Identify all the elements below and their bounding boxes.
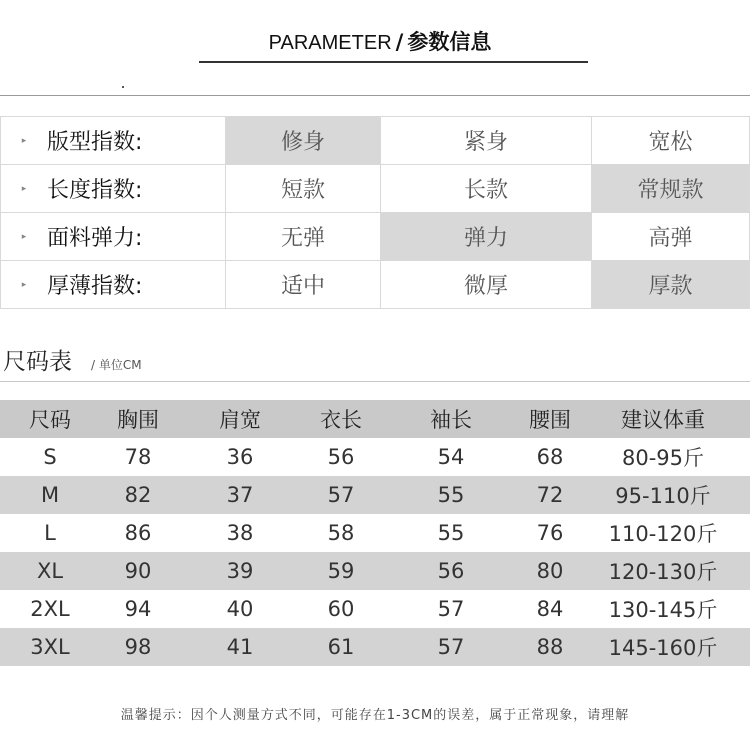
table-row [0,438,750,476]
parameter-option-selected: 常规款 [592,165,750,213]
parameter-label [0,165,226,213]
table-cell: 84 [536,597,564,621]
parameter-label-text: 版型指数: [47,130,143,155]
table-cell: 55 [437,521,465,545]
footer-note: 温馨提示：因个人测量方式不同，可能存在1-3CM的误差，属于正常现象，请理解 [120,708,630,723]
table-cell: 56 [327,445,355,469]
table-cell: 80 [536,559,564,583]
table-cell: 80-95斤 [621,446,705,470]
column-header: 尺码 [29,408,71,432]
parameter-grid [0,116,750,310]
size-chart-divider [0,381,750,382]
table-cell: 2XL [30,597,70,621]
table-cell: 94 [124,597,152,621]
parameter-option: 无弹 [226,213,381,261]
parameter-option-selected: 厚款 [592,261,750,309]
table-cell: S [43,445,57,469]
size-table [0,400,750,666]
parameter-option: 宽松 [592,117,750,165]
table-cell: 59 [327,559,355,583]
header-divider [0,95,750,96]
parameter-option-selected: 弹力 [381,213,592,261]
parameter-option: 长款 [381,165,592,213]
table-row [0,476,750,514]
table-header-row [0,400,750,438]
table-cell: 56 [437,559,465,583]
table-cell: 40 [226,597,254,621]
parameter-label-text: 面料弹力: [47,226,143,251]
table-cell: 3XL [30,635,70,659]
table-cell: 57 [327,483,355,507]
table-cell: 58 [327,521,355,545]
table-cell: 78 [124,445,152,469]
table-cell: 88 [536,635,564,659]
table-cell: 98 [124,635,152,659]
table-cell: 95-110斤 [615,484,711,508]
table-cell: XL [36,559,64,583]
table-cell: 38 [226,521,254,545]
table-cell: 110-120斤 [608,522,718,546]
column-header: 腰围 [529,408,571,432]
arrow-right-icon: ▸ [21,231,27,242]
parameter-label-text: 厚薄指数: [47,274,143,299]
table-cell: 82 [124,483,152,507]
arrow-right-icon: ▸ [21,279,27,290]
column-header: 衣长 [320,408,362,432]
table-cell: 54 [437,445,465,469]
table-cell: 57 [437,597,465,621]
table-cell: 36 [226,445,254,469]
table-cell: 72 [536,483,564,507]
table-cell: 39 [226,559,254,583]
table-cell: 76 [536,521,564,545]
title-english: PARAMETER [268,32,392,54]
size-chart-unit: / 单位CM [91,358,142,372]
table-cell: 90 [124,559,152,583]
table-cell: M [40,483,60,507]
parameter-option-selected: 修身 [226,117,381,165]
column-header: 胸围 [117,408,159,432]
parameter-option: 高弹 [592,213,750,261]
table-cell: 120-130斤 [608,560,718,584]
table-row [0,590,750,628]
table-row [0,514,750,552]
column-header: 建议体重 [621,408,705,432]
column-header: 袖长 [430,408,472,432]
table-cell: 55 [437,483,465,507]
parameter-option: 微厚 [381,261,592,309]
table-cell: L [44,521,56,545]
table-cell: 57 [437,635,465,659]
table-row [0,552,750,590]
parameter-option: 短款 [226,165,381,213]
title-chinese: 参数信息 [407,30,492,54]
table-cell: 130-145斤 [608,598,718,622]
table-cell: 86 [124,521,152,545]
table-cell: 60 [327,597,355,621]
size-chart-title: 尺码表 [3,349,72,375]
parameter-option: 紧身 [381,117,592,165]
parameter-option: 适中 [226,261,381,309]
column-header: 肩宽 [219,408,261,432]
table-row [0,628,750,666]
parameter-label [0,213,226,261]
decorative-dot [122,86,124,88]
page-title [0,26,750,56]
parameter-label [0,117,226,165]
title-underline [199,61,588,63]
table-cell: 41 [226,635,254,659]
arrow-right-icon: ▸ [21,183,27,194]
arrow-right-icon: ▸ [21,135,27,146]
table-cell: 145-160斤 [608,636,718,660]
table-cell: 61 [327,635,355,659]
title-separator: / [395,30,404,54]
parameter-label [0,261,226,309]
table-cell: 68 [536,445,564,469]
parameter-label-text: 长度指数: [47,178,143,203]
table-cell: 37 [226,483,254,507]
